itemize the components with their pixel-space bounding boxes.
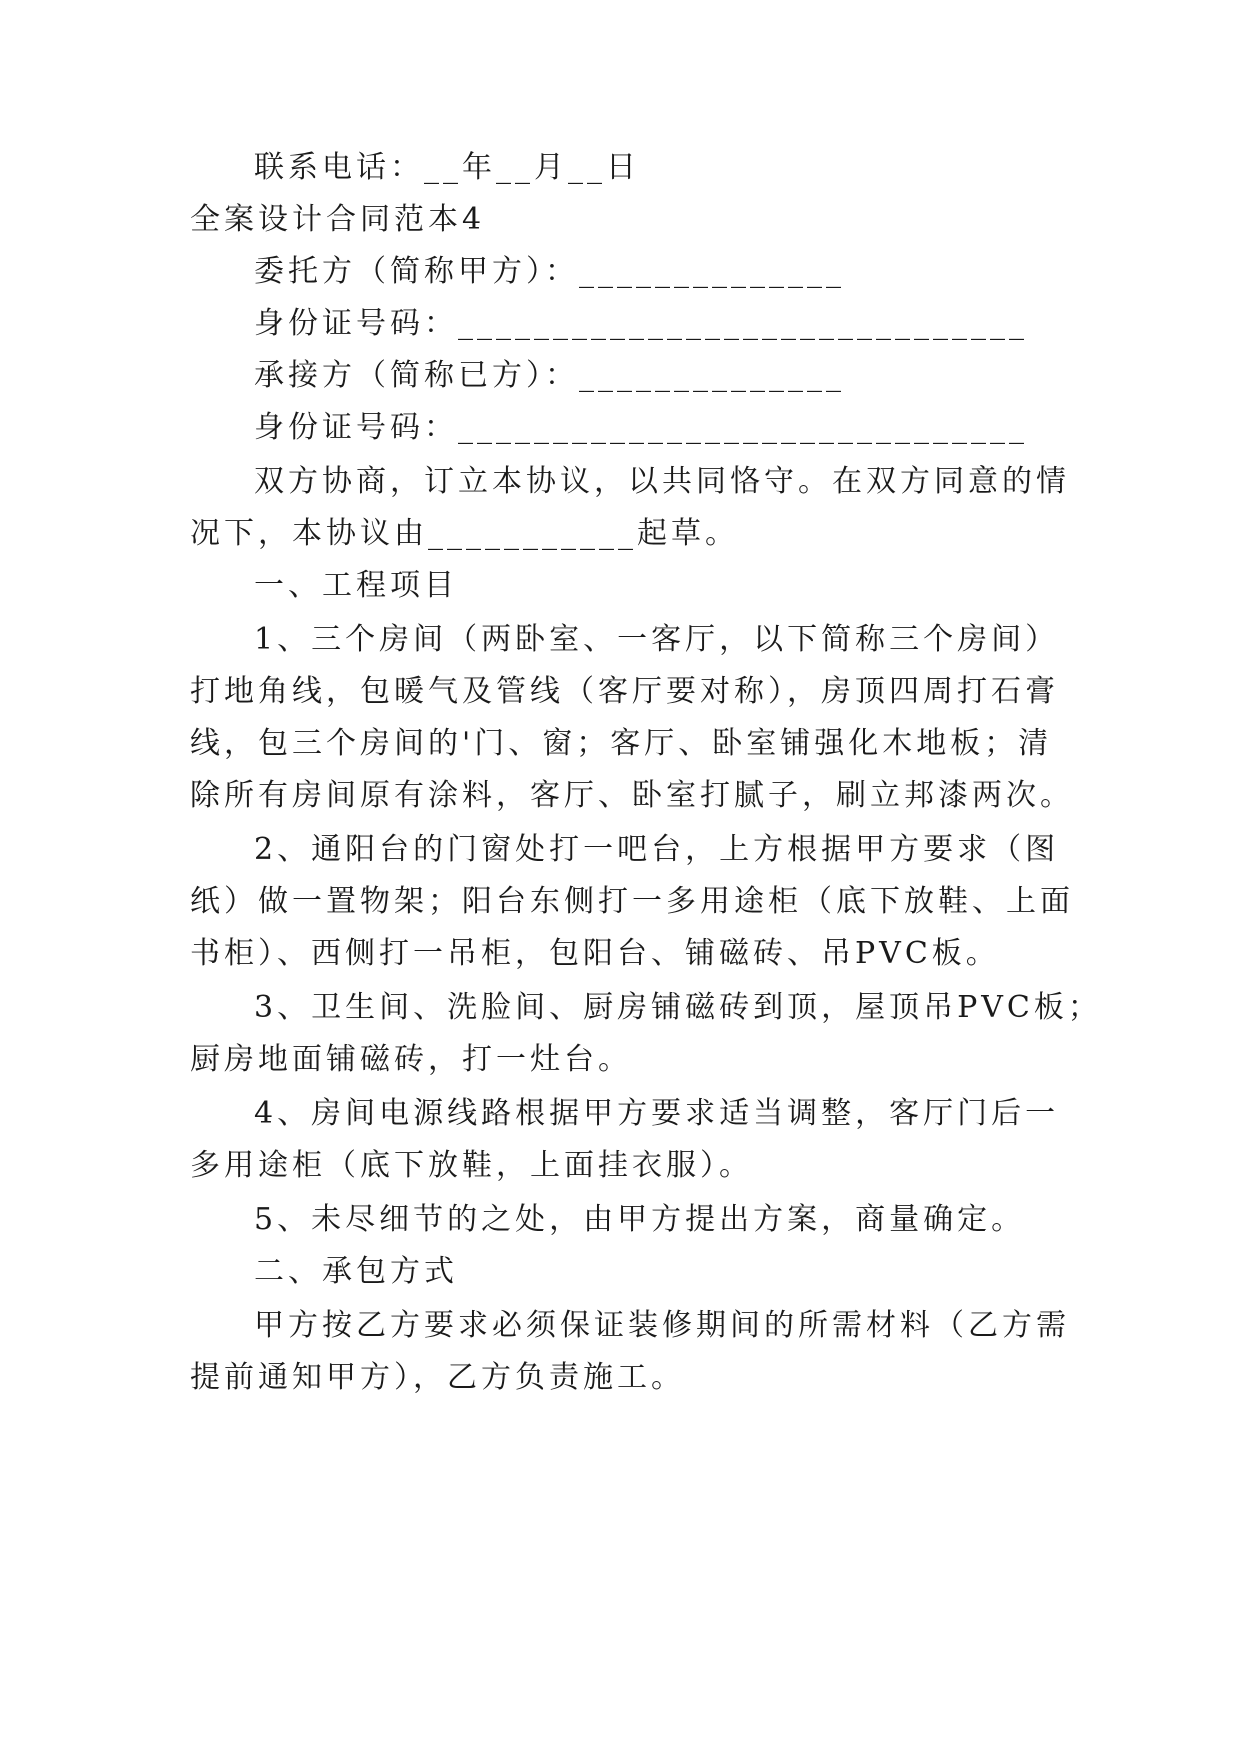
item-2-line-1: 2、通阳台的门窗处打一吧台，上方根据甲方要求（图 [254, 832, 1060, 867]
item-1-line-3: 线，包三个房间的'门、窗；客厅、卧室铺强化木地板；清 [190, 726, 1053, 761]
contract-method-line-1: 甲方按乙方要求必须保证装修期间的所需材料（乙方需 [254, 1308, 1070, 1343]
item-2-line-2: 纸）做一置物架；阳台东侧打一多用途柜（底下放鞋、上面 [190, 884, 1074, 919]
item-3-line-2: 厨房地面铺磁砖，打一灶台。 [190, 1042, 632, 1077]
client-party-line: 委托方（简称甲方）：______________ [254, 254, 845, 289]
item-1-line-4: 除所有房间原有涂料，客厅、卧室打腻子，刷立邦漆两次。 [190, 778, 1074, 813]
section-heading-contract-method: 二、承包方式 [254, 1254, 458, 1289]
contractor-id-number-line: 身份证号码：______________________________ [254, 410, 1028, 445]
contract-method-line-2: 提前通知甲方），乙方负责施工。 [190, 1360, 685, 1395]
item-4-line-2: 多用途柜（底下放鞋，上面挂衣服）。 [190, 1148, 753, 1183]
contract-title: 全案设计合同范本4 [190, 202, 486, 237]
section-heading-project: 一、工程项目 [254, 568, 458, 603]
contact-phone-date-line: 联系电话：__年__月__日 [254, 150, 640, 185]
item-2-line-3: 书柜）、西侧打一吊柜，包阳台、铺磁砖、吊PVC板。 [190, 936, 1000, 971]
contractor-party-line: 承接方（简称已方）：______________ [254, 358, 845, 393]
item-1-line-2: 打地角线，包暖气及管线（客厅要对称），房顶四周打石膏 [190, 674, 1059, 709]
item-1-line-1: 1、三个房间（两卧室、一客厅，以下简称三个房间） [254, 622, 1060, 657]
agreement-intro-line-2: 况下，本协议由___________起草。 [190, 516, 739, 551]
client-id-number-line: 身份证号码：______________________________ [254, 306, 1028, 341]
agreement-intro-line-1: 双方协商，订立本协议，以共同恪守。在双方同意的情 [254, 464, 1070, 499]
item-5-line-1: 5、未尽细节的之处，由甲方提出方案，商量确定。 [254, 1202, 1026, 1237]
item-3-line-1: 3、卫生间、洗脸间、厨房铺磁砖到顶，屋顶吊PVC板； [254, 990, 1102, 1025]
item-4-line-1: 4、房间电源线路根据甲方要求适当调整，客厅门后一 [254, 1096, 1060, 1131]
